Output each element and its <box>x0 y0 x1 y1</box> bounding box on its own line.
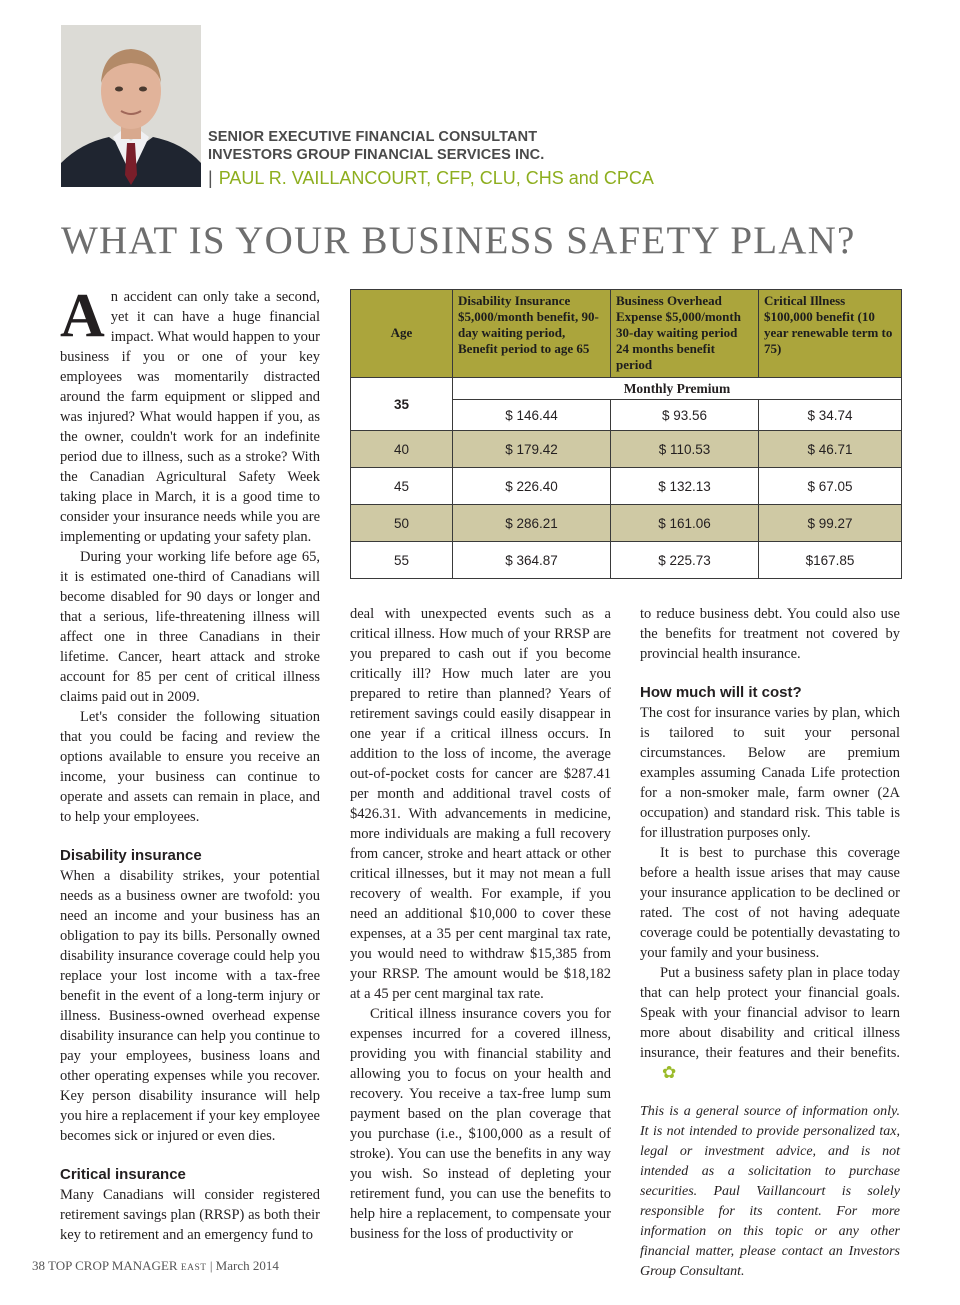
author-company: INVESTORS GROUP FINANCIAL SERVICES INC. <box>208 147 545 163</box>
intro-paragraph <box>60 282 320 547</box>
author-name: PAUL R. VAILLANCOURT, CFP, CLU, CHS and CPCA <box>218 168 654 188</box>
table-header-critical: Critical Illness $100,000 benefit (10 year renewable term to 75) <box>759 290 902 378</box>
page-title: WHAT IS YOUR BUSINESS SAFETY PLAN? <box>61 219 856 262</box>
table-cell-overhead: $ 161.06 <box>611 505 759 542</box>
premium-table <box>350 289 902 579</box>
magazine-edition: EAST <box>180 1263 207 1273</box>
author-photo <box>61 25 201 187</box>
table-cell-overhead: $ 225.73 <box>611 542 759 579</box>
closing-text: Put a business safety plan in place today that can help protect your financial goals. Speak with your financial advisor to learn more about disability and critical illness insurance, their features and their benefits. <box>640 965 900 1061</box>
table-header-disability: Disability Insurance $5,000/month benefit, 90-day waiting period, Benefit period to age 65 <box>453 290 611 378</box>
table-cell-critical: $ 99.27 <box>759 505 902 542</box>
subheading-critical: Critical insurance <box>60 1166 186 1183</box>
paragraph: Let's consider the following situation that you could be facing and review the options available to ensure you receive an income, your business can continue to operate and assets can remain in place, and to help your employees. <box>60 709 320 825</box>
author-title: SENIOR EXECUTIVE FINANCIAL CONSULTANT <box>208 129 538 145</box>
table-cell-disability: $ 146.44 <box>453 400 611 431</box>
table-row <box>351 468 902 505</box>
paragraph: The cost for insurance varies by plan, which is tailored to suit your personal circumstances. Below are premium examples assuming Canada Life protection for a non-smoker male, farm owner (2A occupation) and standard risk. This table is for illustration purposes only. <box>640 705 900 841</box>
intro-text: n accident can only take a second, yet it can have a huge financial impact. What would happen to your business if you or one of your key employees was momentarily distracted around the farm equipment or slipped and was injured? What would happen if you, as the owner, couldn't work for an indefinite period due to illness, such as a stroke? With the Canadian Agricultural Safety Week taking place in March, it is a good time to consider your insurance needs while you are implementing or updating your safety plan. <box>60 289 320 545</box>
table-cell-critical: $ 67.05 <box>759 468 902 505</box>
table-header-age: Age <box>351 290 453 378</box>
table-header-overhead: Business Overhead Expense $5,000/month 30-day waiting period 24 months benefit period <box>611 290 759 378</box>
table-row <box>351 505 902 542</box>
leaf-icon: ✿ <box>662 1063 677 1082</box>
table-cell-disability: $ 286.21 <box>453 505 611 542</box>
paragraph: During your working life before age 65, it is estimated one-third of Canadians will become disabled for 90 days or longer and that a serious, life-threatening illness will affect one in three Canadians in their lifetime. Cancer, heart attack and stroke account for 85 per cent of critical illness claims paid out in 2009. <box>60 549 320 705</box>
page-number: 38 <box>32 1258 45 1273</box>
table-header-row <box>351 290 902 378</box>
table-cell-critical: $ 46.71 <box>759 431 902 468</box>
paragraph: Critical illness insurance covers you for expenses incurred for a covered illness, providing you with financial stability and allowing you to focus on your health and recovery. You receive a tax-free lump sum payment based on the plan coverage that you purchase (i.e., $100,000 as a result of stroke). You can use the benefits in any way you wish. So instead of depleting your retirement fund, you can use the benefits to help hire a replacement, to compensate your business for the loss of productivity or <box>350 1006 611 1242</box>
paragraph: It is best to purchase this coverage before a health issue arises that may cause your insurance application to be declined or rated. The cost of not having adequate coverage could be potentially devastating to your family and your business. <box>640 845 900 961</box>
table-cell-disability: $ 226.40 <box>453 468 611 505</box>
footer-separator: | <box>209 1258 213 1273</box>
table-cell-age: 40 <box>351 431 453 468</box>
article-column-1 <box>60 282 320 1245</box>
table-subheader-row <box>351 378 902 400</box>
table-cell-disability: $ 364.87 <box>453 542 611 579</box>
table-cell-disability: $ 179.42 <box>453 431 611 468</box>
drop-cap: A <box>60 282 105 350</box>
author-photo-drawing <box>61 25 201 187</box>
paragraph: deal with unexpected events such as a critical illness. How much of your RRSP are you prepared to cash out if you become critically ill? How much later are you prepared to retire than planned? Years of retirement savings could easily disappear in one year if a critical illness occurs. In addition to the loss of income, the average out-of-pocket costs for cancer are $287.41 per month and additional travel costs of $426.31. With advancements in medicine, more individuals are making a full recovery from cancer, stroke and heart attack or other critical illnesses, but it may not mean a full recovery of wealth. For example, if you need an additional $10,000 to cover these expenses, at a 35 per cent marginal tax rate, you would need to withdraw $15,385 from your RRSP. The amount would be $18,182 at a 45 per cent marginal tax rate. <box>350 606 611 1002</box>
table-cell-overhead: $ 93.56 <box>611 400 759 431</box>
byline-bar: | <box>208 168 213 188</box>
table-cell-overhead: $ 132.13 <box>611 468 759 505</box>
table-row <box>351 431 902 468</box>
author-name-line <box>208 167 654 189</box>
paragraph: to reduce business debt. You could also use the benefits for treatment not covered by provincial health insurance. <box>640 606 900 662</box>
table-cell-age: 45 <box>351 468 453 505</box>
subheading-cost: How much will it cost? <box>640 684 802 701</box>
table-cell-critical: $ 34.74 <box>759 400 902 431</box>
byline <box>208 128 654 189</box>
paragraph: Many Canadians will consider registered retirement savings plan (RRSP) as both their key to retirement and an emergency fund to <box>60 1187 320 1243</box>
article-column-2 <box>350 604 611 1244</box>
disclaimer: This is a general source of information only. It is not intended to provide personalized tax, legal or investment advice, and is not intended as a solicitation to purchase securities. Paul Vaillancourt is solely responsible for its content. For more information on this topic or any other financial matter, please contact an Investors Group Consultant. <box>640 1104 900 1279</box>
table-subheader: Monthly Premium <box>453 378 902 400</box>
page-footer <box>32 1258 279 1274</box>
article-column-3 <box>640 604 900 1282</box>
closing-paragraph <box>640 963 900 1083</box>
paragraph: When a disability strikes, your potential needs as a business owner are twofold: you need an income and your business has an obligation to pay its bills. Personally owned disability insurance coverage could help you replace your lost income with a tax-free benefit in the event of a long-term injury or illness. Business-owned overhead expense disability insurance can help you continue to pay your employees, business loans and other operating expenses while you recover. Key person disability insurance will help you hire a replacement if your key employee becomes sick or injured or even dies. <box>60 868 320 1144</box>
table-row <box>351 542 902 579</box>
subheading-disability: Disability insurance <box>60 847 202 864</box>
magazine-name: TOP CROP MANAGER <box>48 1258 178 1273</box>
issue-date: March 2014 <box>215 1258 279 1273</box>
table-cell-critical: $167.85 <box>759 542 902 579</box>
table-cell-age: 35 <box>351 378 453 431</box>
table-cell-overhead: $ 110.53 <box>611 431 759 468</box>
table-cell-age: 55 <box>351 542 453 579</box>
table-cell-age: 50 <box>351 505 453 542</box>
